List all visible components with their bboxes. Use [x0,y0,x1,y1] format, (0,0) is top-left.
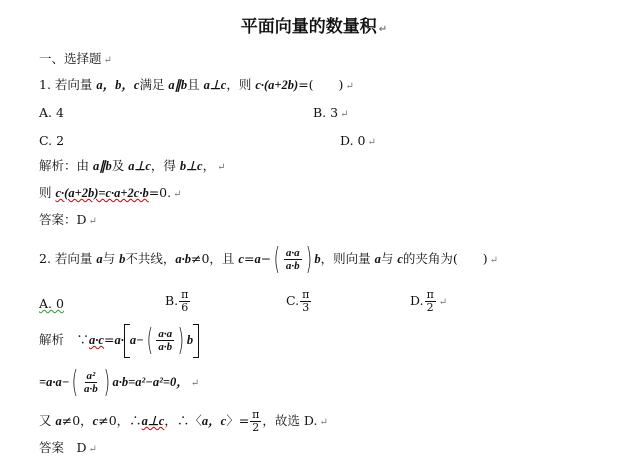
title-text: 平面向量的数量积 [240,17,377,37]
q1-derivation [39,185,182,203]
q2-option-d-fraction [425,289,436,314]
q1-answer-text: 答案：D [39,212,87,227]
q1-stem [39,77,354,95]
section-heading [39,51,112,69]
q2-fraction [284,247,302,272]
q2-stem-text: 2. 若向量 [39,251,97,266]
paragraph-mark-icon: ↵ [378,24,388,35]
q1-option-b [313,105,348,123]
q2-var: b [314,252,321,266]
q2-option-d [410,286,447,318]
paragraph-mark-icon: ↵ [438,297,448,308]
fraction-numerator: π [181,288,189,301]
q1-explain-expr: b⊥c [179,159,203,173]
paragraph-mark-icon: ↵ [217,162,226,173]
q2-stem-text: ，则向量 [320,251,375,266]
page-title [0,12,628,37]
q2-explain-expr: a· [114,333,124,347]
left-paren-icon: ( [146,322,153,358]
q1-stem-text: =( ) [298,77,344,92]
q2-explain-expr: b [186,333,194,347]
q1-stem-text: ，则 [226,77,256,92]
q2-explain-expr: a·b [112,375,129,389]
q1-answer [39,212,97,230]
q2-stem-text: ≠0，且 [191,251,239,266]
q2-explanation-line2 [39,364,199,402]
q2-explain-expr: a·c [89,333,104,347]
q2-option-a [39,296,64,312]
q2-stem [39,241,499,277]
paragraph-mark-icon: ↵ [88,216,97,227]
fraction-numerator: a² [86,370,96,382]
q2-explain-text: 又 [39,413,56,428]
right-paren-icon: ) [103,364,110,400]
q1-then-text: =0. [148,185,172,200]
q1-stem-text: 且 [187,77,204,92]
paragraph-mark-icon: ↵ [345,81,354,92]
q2-var: a·b [175,252,191,266]
q2-option-label: D. [410,293,424,308]
q1-option-a-text: A. 4 [39,105,64,120]
q1-explain-text: ，得 [150,158,180,173]
fraction-denominator: 6 [181,301,189,314]
q1-option-a [39,105,64,121]
right-paren-icon: ) [305,241,312,277]
q2-stem-text: 不共线， [125,251,176,266]
q1-then-expr: c·(a+2b)=c·a+2c·b [55,186,149,200]
q1-then-text: 则 [39,185,56,200]
q2-stem-text: 的夹角为( ) [402,251,488,266]
q1-stem-text: 满足 [139,77,169,92]
q1-cond: a∥b [168,78,188,92]
section-text: 一、选择题 [39,51,102,66]
paragraph-mark-icon: ↵ [340,109,349,120]
q2-explain-expr: =a²−a²=0， [128,375,189,389]
q1-expr: c·(a+2b) [255,78,299,92]
left-paren-icon: ( [71,364,79,400]
q2-explain-expr: a [55,414,62,428]
right-paren-icon: ) [177,322,185,358]
fraction-numerator: a·a [285,247,300,259]
q1-option-c-text: C. 2 [39,133,65,148]
q2-var: a [254,252,261,266]
q2-answer [39,440,97,458]
q2-var: a [96,252,103,266]
q1-explanation [39,158,225,176]
fraction-numerator: π [252,408,260,421]
fraction-numerator: π [426,288,434,301]
right-bracket-icon [193,324,199,358]
q1-option-d-text: D. 0 [340,133,366,148]
q2-explain-text: ，故选 D. [262,413,318,428]
q2-explain-text: ≠0，∴ [98,413,142,428]
paragraph-mark-icon: ↵ [190,378,200,389]
q2-var: c [397,252,403,266]
q2-explain-text: ，∴〈 [164,413,202,428]
q2-explain-text: 解析 ∵ [39,332,90,347]
q2-option-label: B. [165,293,179,308]
q1-explain-text: ， [202,158,216,173]
q2-explain-expr: a⊥c [141,414,165,428]
q2-option-label: C. [286,293,300,308]
paragraph-mark-icon: ↵ [103,55,112,66]
q2-explain-expr: a，c [201,414,227,428]
left-paren-icon: ( [273,241,281,277]
q2-explanation-line3 [39,406,328,438]
q2-var: b [119,252,126,266]
fraction-denominator: a·b [84,383,98,395]
q2-explain-text: 〉= [226,413,250,428]
q2-stem-text: 与 [380,251,398,266]
q1-option-b-text: B. 3 [313,105,339,120]
fraction-denominator: 3 [302,301,310,314]
q1-explain-text: 及 [111,158,129,173]
q2-explain-fraction [250,409,261,434]
paragraph-mark-icon: ↵ [173,189,182,200]
q1-explain-expr: a⊥c [128,159,151,173]
q2-explanation-line1 [39,322,199,358]
q2-stem-text: − [260,251,272,266]
q2-option-c-fraction [300,289,311,314]
q2-explain-fraction [82,370,100,395]
q2-option-b-fraction [179,289,190,314]
q1-option-d [340,133,376,151]
q2-answer-text: 答案 D [39,440,87,455]
q2-var: a [374,252,381,266]
q2-option-a-text: A. 0 [39,296,64,311]
q2-stem-text: = [243,251,255,266]
q2-explain-expr: =a·a− [39,375,70,389]
q2-stem-text: 与 [102,251,120,266]
paragraph-mark-icon: ↵ [88,444,97,455]
fraction-denominator: 2 [426,301,434,314]
q1-explain-expr: a∥b [92,159,112,173]
q1-stem-text: 1. 若向量 [39,77,97,92]
q2-option-c [286,286,312,316]
fraction-denominator: 2 [252,421,260,434]
q1-explain-text: 解析：由 [39,158,93,173]
fraction-denominator: a·b [158,341,173,353]
q2-explain-fraction [156,328,174,353]
q2-explain-expr: a− [129,333,144,347]
q1-cond2: a⊥c [203,78,227,92]
q1-option-c [39,133,64,149]
q2-option-b [165,286,191,316]
q2-var: c [238,252,244,266]
paragraph-mark-icon: ↵ [319,417,328,428]
paragraph-mark-icon: ↵ [489,255,499,266]
q1-vars: a，b，c [96,78,140,92]
fraction-denominator: a·b [285,260,300,272]
fraction-numerator: π [302,288,310,301]
paragraph-mark-icon: ↵ [367,137,376,148]
fraction-numerator: a·a [158,328,173,340]
q2-explain-expr: c [92,414,99,428]
q2-explain-text: = [103,332,115,347]
q2-explain-text: ≠0， [61,413,93,428]
